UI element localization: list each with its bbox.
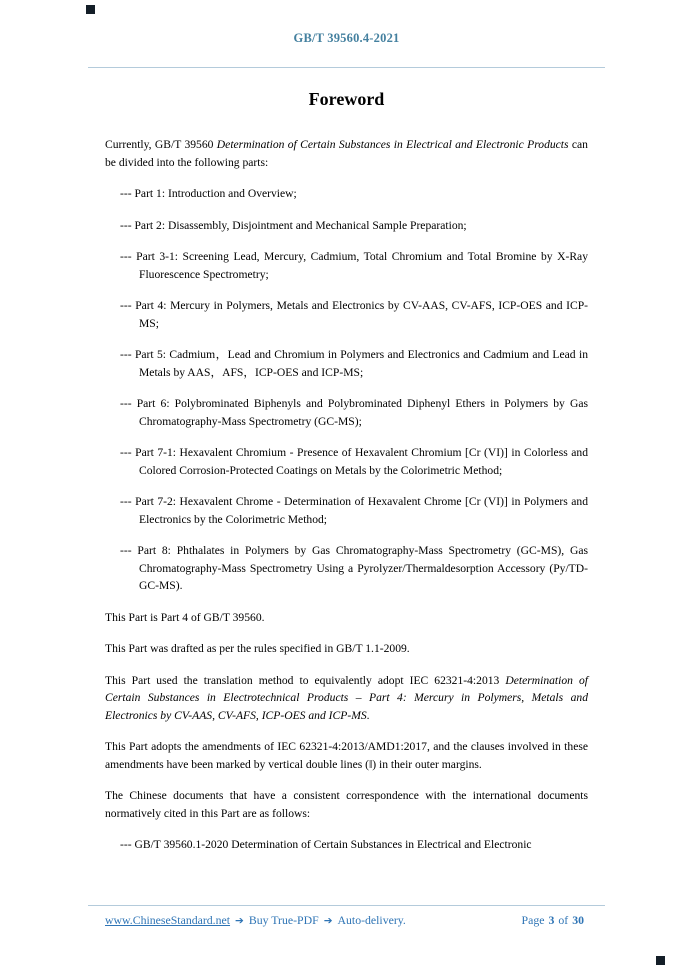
website-link[interactable]: www.ChineseStandard.net: [105, 913, 231, 927]
translation-text: This Part used the translation method to equivalently adopt IEC 62321-4:2013: [105, 673, 506, 687]
standard-code-header: GB/T 39560.4-2021: [293, 31, 400, 45]
list-item-part-4: --- Part 4: Mercury in Polymers, Metals and Electronics by CV-AAS, CV-AFS, ICP-OES and ICP-MS;: [120, 299, 588, 330]
paragraph-drafted: This Part was drafted as per the rules specified in GB/T 1.1-2009.: [105, 642, 410, 655]
list-item-part-7-2: --- Part 7-2: Hexavalent Chrome - Determination of Hexavalent Chrome [Cr (VI)] in Polymers and Electronics by the Colorimetric Method;: [120, 495, 588, 526]
intro-text-tail: can be divided into the following parts:: [105, 138, 588, 169]
of-label: of: [558, 913, 569, 927]
document-body: [105, 88, 588, 868]
current-page-number: 3: [548, 913, 555, 927]
list-item-part-5: --- Part 5: Cadmium，Lead and Chromium in Polymers and Electronics and Cadmium and Lead in Metals by AAS，AFS，ICP-OES and ICP-MS;: [120, 348, 588, 379]
iec-standard-title: Determination of Certain Substances in Electrotechnical Products – Part 4: Mercury in Polymers, Metals and Electronics by CV-AAS, CV-AFS, ICP-OES and ICP-MS: [105, 673, 588, 722]
total-page-number: 30: [572, 913, 584, 927]
paragraph-translation: [105, 672, 588, 725]
list-item-part-8: --- Part 8: Phthalates in Polymers by Gas Chromatography-Mass Spectrometry (GC-MS), Gas Chromatography-Mass Spectrometry Using a Pyrolyzer/Thermaldesorption Accessory (Py/TD-GC-MS).: [120, 544, 588, 592]
page-footer: [105, 913, 588, 928]
list-item-part-6: --- Part 6: Polybrominated Biphenyls and Polybrominated Diphenyl Ethers in Polymers by Gas Chromatography-Mass Spectrometry (GC-MS);: [120, 397, 588, 428]
page-title: Foreword: [308, 89, 385, 109]
intro-text: Currently, GB/T 39560: [105, 138, 217, 151]
arrow-icon: ➔: [323, 915, 333, 927]
paragraph-this-part: This Part is Part 4 of GB/T 39560.: [105, 610, 265, 624]
bottom-right-corner-mark: [656, 956, 665, 965]
intro-standard-title: Determination of Certain Substances in Electrical and Electronic Products: [216, 138, 569, 151]
intro-paragraph: [105, 136, 588, 171]
footer-action-buy: Buy True-PDF: [248, 913, 319, 927]
parts-list: [105, 185, 588, 595]
page-number-indicator: [522, 913, 588, 928]
list-item-part-3-1: --- Part 3-1: Screening Lead, Mercury, Cadmium, Total Chromium and Total Bromine by X-Ray Fluorescence Spectrometry;: [120, 250, 588, 281]
list-item-gbt-39560-1: --- GB/T 39560.1-2020 Determination of Certain Substances in Electrical and Electronic: [120, 838, 532, 851]
translation-text-tail: .: [366, 708, 370, 722]
arrow-icon: ➔: [235, 915, 244, 927]
footer-divider: [88, 905, 605, 906]
footer-action-delivery: Auto-delivery.: [337, 913, 406, 927]
correspondence-list: [105, 836, 588, 854]
list-item-part-2: --- Part 2: Disassembly, Disjointment and Mechanical Sample Preparation;: [120, 218, 467, 232]
paragraph-amendments: This Part adopts the amendments of IEC 62321-4:2013/AMD1:2017, and the clauses involved in these amendments have been marked by vertical double lines (‖) in their outer margins.: [105, 740, 588, 771]
list-item-part-7-1: --- Part 7-1: Hexavalent Chromium - Presence of Hexavalent Chromium [Cr (VI)] in Colorless and Colored Corrosion-Protected Coatings on Metals by the Colorimetric Method;: [120, 446, 588, 477]
footer-promo: [105, 913, 406, 928]
page-label: Page: [521, 913, 545, 927]
header-divider: [88, 67, 605, 68]
list-item-part-1: --- Part 1: Introduction and Overview;: [120, 187, 297, 200]
paragraph-chinese-docs: The Chinese documents that have a consistent correspondence with the international documents normatively cited in this Part are as follows:: [105, 789, 588, 820]
top-left-corner-mark: [86, 5, 95, 14]
